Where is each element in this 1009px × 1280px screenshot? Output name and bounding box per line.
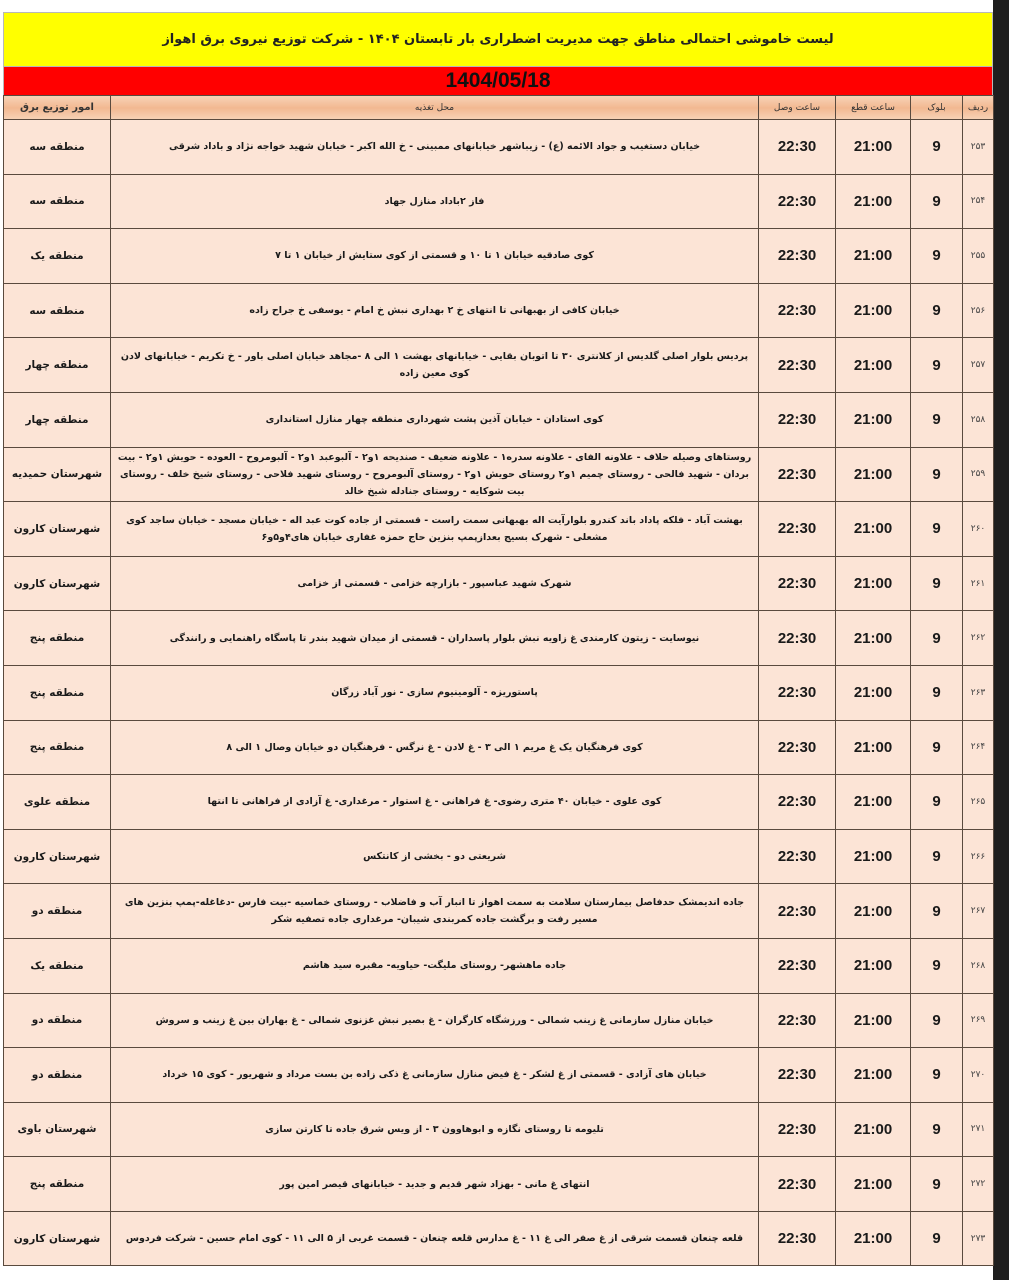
connect-time: 22:30 [759,556,836,611]
row-number: ۲۵۹ [963,447,994,502]
screen-edge-bar [993,0,1009,1280]
connect-time: 22:30 [759,120,836,175]
feeding-location: روستاهای وصیله حلاف - علاونه الفای - علاونه سدره۱ - علاونه ضعیف - صندیحه ۱و۲ - آلبوعبد ۱و۲ - آلبومروح - العوده - حویش ۱و۲ - بیت بردان - شهید فالحی - روستای چمیم ۱و۲ روستای حویش ۱و۲ - روستای آلبومروح - روستای شهید فلاحی - روستای شیخ خلف - روستای بیت شوکایه - روستای جنادله شیخ خالد [111,447,759,502]
row-number: ۲۷۲ [963,1157,994,1212]
distribution-district: منطقه دو [4,993,111,1048]
connect-time: 22:30 [759,447,836,502]
block-number: 9 [911,174,963,229]
block-number: 9 [911,556,963,611]
connect-time: 22:30 [759,174,836,229]
feeding-location: خیابان منازل سازمانی غ زینب شمالی - ورزشگاه کارگران - غ بصیر نبش غزنوی شمالی - غ بهاران بین غ زینب و سروش [111,993,759,1048]
connect-time: 22:30 [759,1048,836,1103]
cut-time: 21:00 [836,174,911,229]
outage-schedule-sheet [3,12,993,1266]
table-row [4,1102,994,1157]
block-number: 9 [911,1048,963,1103]
row-number: ۲۶۹ [963,993,994,1048]
row-number: ۲۶۲ [963,611,994,666]
feeding-location: انتهای غ مانی - بهزاد شهر قدیم و جدید - خیابانهای قیصر امین پور [111,1157,759,1212]
cut-time: 21:00 [836,1048,911,1103]
distribution-district: منطقه سه [4,120,111,175]
block-number: 9 [911,993,963,1048]
cut-time: 21:00 [836,938,911,993]
table-row [4,993,994,1048]
block-number: 9 [911,665,963,720]
row-number: ۲۶۳ [963,665,994,720]
table-row [4,1157,994,1212]
block-number: 9 [911,229,963,284]
distribution-district: منطقه دو [4,1048,111,1103]
table-row [4,283,994,338]
cut-time: 21:00 [836,665,911,720]
feeding-location: فاز ۲باداد منازل جهاد [111,174,759,229]
table-row [4,720,994,775]
block-number: 9 [911,775,963,830]
row-number: ۲۶۸ [963,938,994,993]
connect-time: 22:30 [759,611,836,666]
row-number: ۲۵۶ [963,283,994,338]
feeding-location: شهرک شهید عباسپور - بازارچه خزامی - قسمتی از خزامی [111,556,759,611]
feeding-location: تلیومه تا روستای نگازه و ابوهاوون ۳ - از ویس شرق جاده تا کارتن سازی [111,1102,759,1157]
column-header-district: امور توزیع برق [4,96,111,120]
cut-time: 21:00 [836,829,911,884]
column-header-location: محل تغذیه [111,96,759,120]
feeding-location: پردیس بلوار اصلی گلدیس از کلانتری ۳۰ تا اتوبان بقایی - خیابانهای بهشت ۱ الی ۸ -مجاهد خیابان اصلی باور - خ تکریم - خیابانهای لادن کوی معین زاده [111,338,759,393]
cut-time: 21:00 [836,1157,911,1212]
distribution-district: شهرستان کارون [4,556,111,611]
row-number: ۲۶۰ [963,502,994,557]
distribution-district: منطقه سه [4,283,111,338]
distribution-district: منطقه پنج [4,720,111,775]
column-header-row-no: ردیف [963,96,994,120]
feeding-location: کوی فرهنگیان یک غ مریم ۱ الی ۳ - غ لادن - غ نرگس - فرهنگیان دو خیابان وصال ۱ الی ۸ [111,720,759,775]
table-row [4,938,994,993]
block-number: 9 [911,720,963,775]
table-row [4,447,994,502]
feeding-location: جاده ماهشهر- روستای ملیگت- حیاویه- مقبره سید هاشم [111,938,759,993]
cut-time: 21:00 [836,720,911,775]
connect-time: 22:30 [759,338,836,393]
distribution-district: منطقه چهار [4,392,111,447]
connect-time: 22:30 [759,1157,836,1212]
column-header-cut-time: ساعت قطع [836,96,911,120]
row-number: ۲۶۷ [963,884,994,939]
table-row [4,611,994,666]
cut-time: 21:00 [836,502,911,557]
block-number: 9 [911,1157,963,1212]
connect-time: 22:30 [759,775,836,830]
feeding-location: بهشت آباد - فلکه پاداد باند کندرو بلوارآیت اله بهبهانی سمت راست - قسمتی از جاده کوت عبد اله - خیابان مسجد - خیابان ساجد کوی مشعلی - شهرک بسیج بعدازپمپ بنزین حاج حمزه غفاری خیابان های۴و۵و۶ [111,502,759,557]
feeding-location: قلعه چنعان قسمت شرقی از غ صفر الی غ ۱۱ - غ مدارس قلعه چنعان - قسمت غربی از ۵ الی ۱۱ - کوی امام حسین - شرکت فردوس [111,1211,759,1266]
row-number: ۲۵۷ [963,338,994,393]
connect-time: 22:30 [759,229,836,284]
connect-time: 22:30 [759,829,836,884]
row-number: ۲۵۸ [963,392,994,447]
table-row [4,229,994,284]
distribution-district: شهرستان کارون [4,1211,111,1266]
feeding-location: کوی صادقیه خیابان ۱ تا ۱۰ و قسمتی از کوی ستایش از خیابان ۱ تا ۷ [111,229,759,284]
distribution-district: منطقه پنج [4,665,111,720]
feeding-location: کوی علوی - خیابان ۴۰ متری رضوی- غ فراهانی - غ استوار - مرغداری- غ آزادی از فراهانی تا انتها [111,775,759,830]
block-number: 9 [911,884,963,939]
cut-time: 21:00 [836,1211,911,1266]
outage-table [3,95,994,1266]
connect-time: 22:30 [759,392,836,447]
connect-time: 22:30 [759,665,836,720]
table-row [4,829,994,884]
table-row [4,1048,994,1103]
connect-time: 22:30 [759,938,836,993]
distribution-district: منطقه پنج [4,611,111,666]
table-header-row [4,96,994,120]
block-number: 9 [911,283,963,338]
cut-time: 21:00 [836,1102,911,1157]
feeding-location: خیابان کافی از بهبهانی تا انتهای خ ۲ بهداری نبش خ امام - یوسفی خ جراح زاده [111,283,759,338]
distribution-district: شهرستان کارون [4,502,111,557]
distribution-district: منطقه چهار [4,338,111,393]
feeding-location: کوی استادان - خیابان آذین پشت شهرداری منطقه چهار منازل استانداری [111,392,759,447]
connect-time: 22:30 [759,993,836,1048]
feeding-location: خیابان دستغیب و جواد الائمه (ع) - زیباشهر خیابانهای ممبینی - خ الله اکبر - خیابان شهید خواجه نژاد و باداد شرقی [111,120,759,175]
table-row [4,884,994,939]
column-header-block: بلوک [911,96,963,120]
table-row [4,775,994,830]
row-number: ۲۶۵ [963,775,994,830]
distribution-district: منطقه علوی [4,775,111,830]
table-row [4,665,994,720]
table-row [4,556,994,611]
block-number: 9 [911,120,963,175]
cut-time: 21:00 [836,229,911,284]
block-number: 9 [911,1102,963,1157]
feeding-location: شریعتی دو - بخشی از کانتکس [111,829,759,884]
block-number: 9 [911,338,963,393]
schedule-date: 1404/05/18 [3,67,993,95]
row-number: ۲۵۵ [963,229,994,284]
distribution-district: منطقه دو [4,884,111,939]
table-row [4,120,994,175]
block-number: 9 [911,938,963,993]
block-number: 9 [911,829,963,884]
block-number: 9 [911,502,963,557]
row-number: ۲۶۴ [963,720,994,775]
distribution-district: منطقه یک [4,229,111,284]
cut-time: 21:00 [836,611,911,666]
row-number: ۲۷۰ [963,1048,994,1103]
connect-time: 22:30 [759,720,836,775]
distribution-district: شهرستان باوی [4,1102,111,1157]
distribution-district: شهرستان کارون [4,829,111,884]
distribution-district: شهرستان حمیدیه [4,447,111,502]
feeding-location: نیوسایت - زیتون کارمندی غ زاویه نبش بلوار پاسداران - قسمتی از میدان شهید بندر تا پاسگاه راهنمایی و رانندگی [111,611,759,666]
block-number: 9 [911,1211,963,1266]
block-number: 9 [911,611,963,666]
row-number: ۲۶۱ [963,556,994,611]
connect-time: 22:30 [759,884,836,939]
feeding-location: پاستوریزه - آلومینیوم سازی - نور آباد زرگان [111,665,759,720]
row-number: ۲۵۴ [963,174,994,229]
cut-time: 21:00 [836,884,911,939]
table-row [4,338,994,393]
cut-time: 21:00 [836,392,911,447]
page-title: لیست خاموشی احتمالی مناطق جهت مدیریت اضطراری بار تابستان ۱۴۰۴ - شرکت توزیع نیروی برق اهواز [3,12,993,67]
table-row [4,1211,994,1266]
column-header-connect-time: ساعت وصل [759,96,836,120]
connect-time: 22:30 [759,1102,836,1157]
row-number: ۲۷۳ [963,1211,994,1266]
row-number: ۲۶۶ [963,829,994,884]
distribution-district: منطقه سه [4,174,111,229]
cut-time: 21:00 [836,338,911,393]
cut-time: 21:00 [836,447,911,502]
distribution-district: منطقه پنج [4,1157,111,1212]
row-number: ۲۷۱ [963,1102,994,1157]
table-row [4,502,994,557]
feeding-location: جاده اندیمشک حدفاصل بیمارستان سلامت به سمت اهواز تا انبار آب و فاضلاب - روستای خماسیه -بیت فارس -دغاغله-پمپ بنزین های مسیر رفت و برگشت جاده کمربندی شیبان- مرغداری جاده تصفیه شکر [111,884,759,939]
connect-time: 22:30 [759,502,836,557]
block-number: 9 [911,447,963,502]
feeding-location: خیابان های آزادی - قسمتی از غ لشکر - غ فیض منازل سازمانی غ ذکی زاده بن بست مرداد و شهریور - کوی ۱۵ خرداد [111,1048,759,1103]
cut-time: 21:00 [836,993,911,1048]
cut-time: 21:00 [836,775,911,830]
table-row [4,174,994,229]
table-row [4,392,994,447]
connect-time: 22:30 [759,283,836,338]
cut-time: 21:00 [836,556,911,611]
connect-time: 22:30 [759,1211,836,1266]
block-number: 9 [911,392,963,447]
distribution-district: منطقه یک [4,938,111,993]
row-number: ۲۵۳ [963,120,994,175]
cut-time: 21:00 [836,120,911,175]
cut-time: 21:00 [836,283,911,338]
